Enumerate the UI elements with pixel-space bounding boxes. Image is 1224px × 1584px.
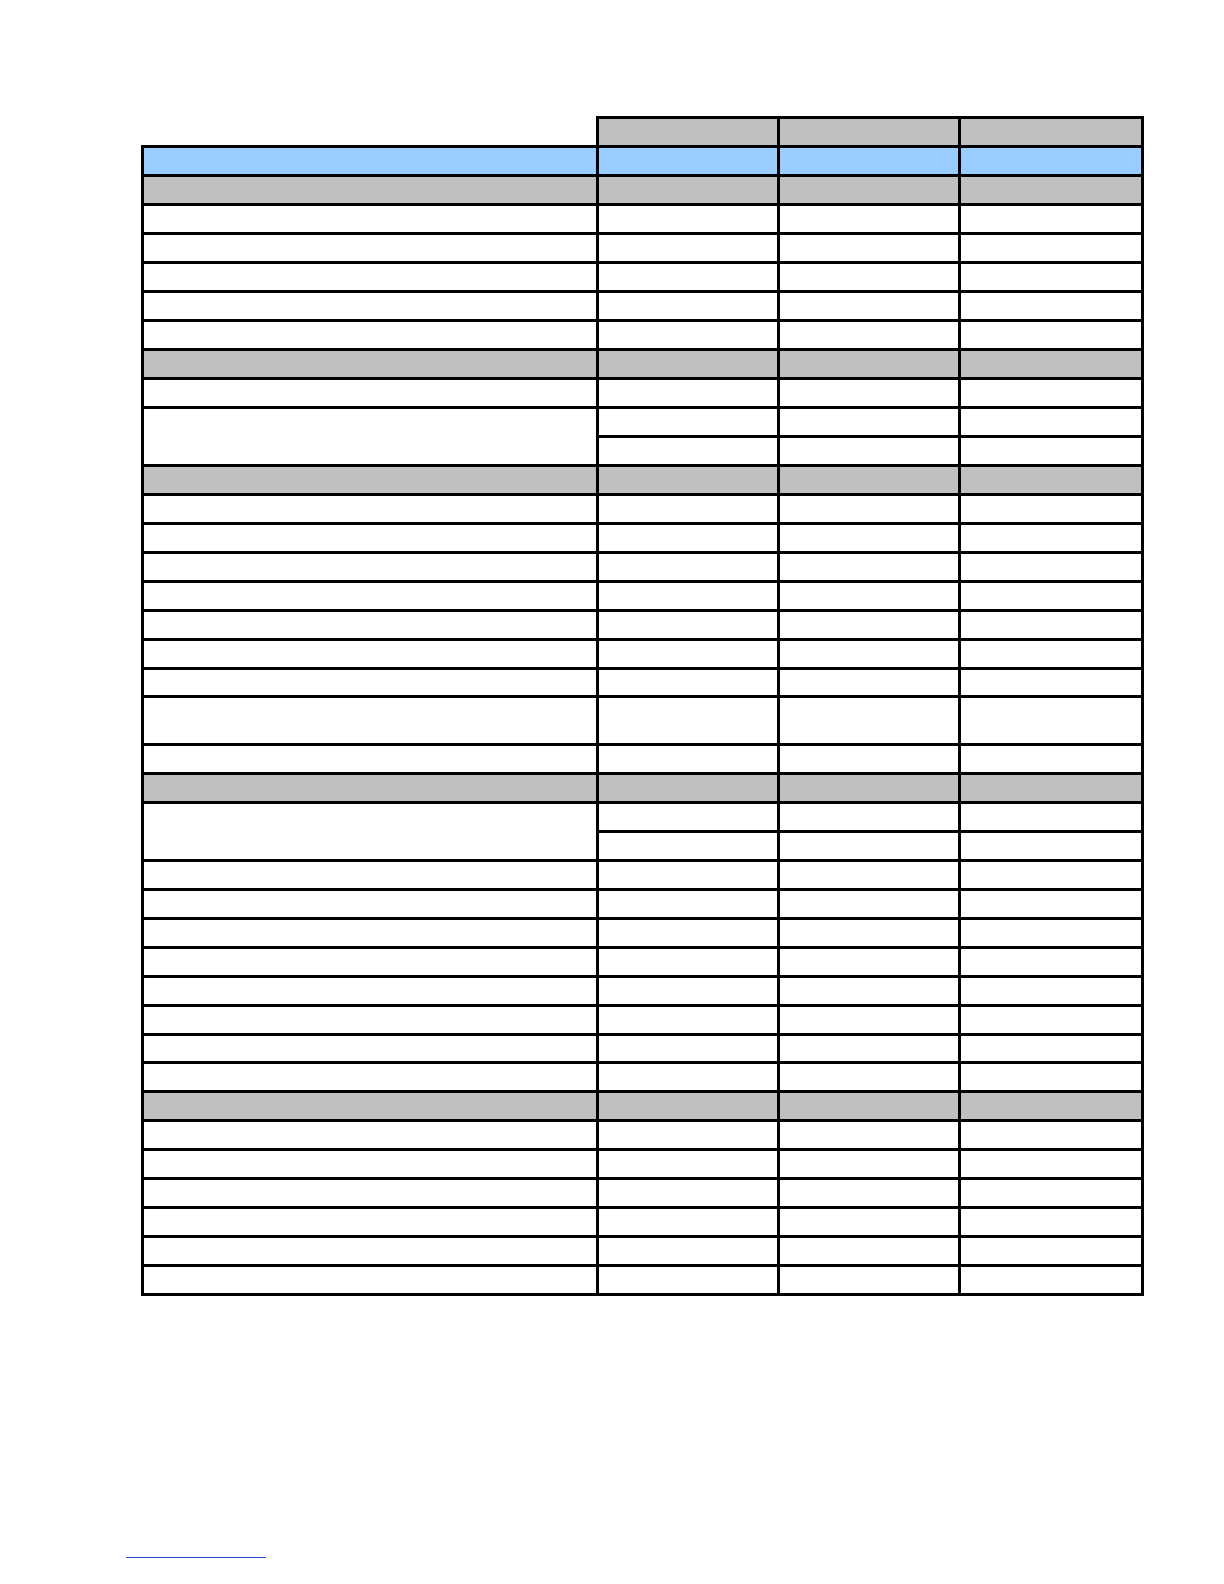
table-cell xyxy=(958,551,1144,583)
row-label xyxy=(141,377,599,409)
table-cell xyxy=(958,290,1144,322)
table-cell xyxy=(777,609,961,641)
table-cell xyxy=(777,319,961,351)
row-label xyxy=(141,638,599,670)
section-label xyxy=(141,174,599,206)
section-label xyxy=(141,464,599,496)
section-cell xyxy=(596,464,780,496)
table-cell xyxy=(596,638,780,670)
row-label xyxy=(141,946,599,978)
table-cell xyxy=(958,667,1144,698)
row-label xyxy=(141,406,599,467)
title-cell xyxy=(958,145,1144,177)
row-label xyxy=(141,1061,599,1093)
row-label xyxy=(141,261,599,293)
table-cell xyxy=(596,406,780,438)
row-label xyxy=(141,888,599,920)
title-cell xyxy=(141,145,599,177)
table-cell xyxy=(777,888,961,920)
table-cell xyxy=(777,232,961,264)
table-cell xyxy=(596,888,780,920)
table-cell xyxy=(958,917,1144,949)
table-cell xyxy=(596,859,780,891)
column-header xyxy=(596,116,780,148)
row-label xyxy=(141,232,599,264)
table-cell xyxy=(958,1264,1144,1296)
title-cell xyxy=(777,145,961,177)
table-cell xyxy=(777,493,961,525)
table-cell xyxy=(596,1033,780,1064)
table-cell xyxy=(596,609,780,641)
table-cell xyxy=(777,830,961,862)
table-cell xyxy=(596,551,780,583)
row-label xyxy=(141,522,599,554)
row-label xyxy=(141,917,599,949)
row-label xyxy=(141,203,599,235)
table-cell xyxy=(596,319,780,351)
table-cell xyxy=(958,1235,1144,1267)
table-cell xyxy=(958,888,1144,920)
table-cell xyxy=(596,946,780,978)
row-label xyxy=(141,290,599,322)
table-cell xyxy=(777,1148,961,1180)
table-cell xyxy=(596,1004,780,1036)
table-cell xyxy=(596,1206,780,1238)
row-label xyxy=(141,319,599,351)
table-cell xyxy=(596,232,780,264)
table-cell xyxy=(958,1177,1144,1209)
table-cell xyxy=(777,406,961,438)
table-cell xyxy=(958,1206,1144,1238)
table-cell xyxy=(777,1119,961,1151)
table-cell xyxy=(958,1148,1144,1180)
table-cell xyxy=(777,261,961,293)
table-cell xyxy=(958,203,1144,235)
section-cell xyxy=(596,1090,780,1122)
footnote-separator xyxy=(126,1557,266,1558)
table-cell xyxy=(596,522,780,554)
row-label xyxy=(141,1235,599,1267)
table-cell xyxy=(596,261,780,293)
section-cell xyxy=(958,1090,1144,1122)
row-label xyxy=(141,1177,599,1209)
table-cell xyxy=(596,743,780,775)
table-cell xyxy=(958,859,1144,891)
row-label xyxy=(141,1264,599,1296)
section-label xyxy=(141,1090,599,1122)
section-cell xyxy=(777,1090,961,1122)
table-cell xyxy=(958,975,1144,1007)
table-cell xyxy=(596,695,780,746)
section-cell xyxy=(958,464,1144,496)
row-label xyxy=(141,743,599,775)
table-cell xyxy=(958,261,1144,293)
table-cell xyxy=(596,801,780,833)
section-cell xyxy=(777,772,961,804)
table-cell xyxy=(958,1119,1144,1151)
table-cell xyxy=(958,1061,1144,1093)
table-cell xyxy=(596,1119,780,1151)
table-cell xyxy=(958,1033,1144,1064)
section-cell xyxy=(777,174,961,206)
row-label xyxy=(141,1206,599,1238)
table-cell xyxy=(958,406,1144,438)
table-cell xyxy=(958,319,1144,351)
table-cell xyxy=(596,203,780,235)
table-cell xyxy=(958,435,1144,467)
table-cell xyxy=(596,580,780,612)
section-cell xyxy=(958,174,1144,206)
table-cell xyxy=(596,1235,780,1267)
table-cell xyxy=(777,638,961,670)
table-cell xyxy=(596,1177,780,1209)
row-label xyxy=(141,493,599,525)
table-cell xyxy=(958,695,1144,746)
section-cell xyxy=(596,348,780,380)
row-label xyxy=(141,1148,599,1180)
table-cell xyxy=(777,743,961,775)
table-cell xyxy=(596,1061,780,1093)
row-label xyxy=(141,667,599,698)
row-label xyxy=(141,1119,599,1151)
table-cell xyxy=(958,946,1144,978)
row-label xyxy=(141,1033,599,1064)
section-cell xyxy=(596,174,780,206)
table-cell xyxy=(777,1033,961,1064)
row-label xyxy=(141,801,599,862)
row-label xyxy=(141,551,599,583)
section-label xyxy=(141,348,599,380)
table-cell xyxy=(777,695,961,746)
table-cell xyxy=(596,493,780,525)
row-label xyxy=(141,695,599,746)
table-cell xyxy=(958,638,1144,670)
title-cell xyxy=(596,145,780,177)
section-cell xyxy=(777,348,961,380)
table-cell xyxy=(777,975,961,1007)
table-cell xyxy=(777,290,961,322)
section-cell xyxy=(596,772,780,804)
table-cell xyxy=(958,609,1144,641)
section-label xyxy=(141,772,599,804)
table-cell xyxy=(777,1061,961,1093)
table-cell xyxy=(777,551,961,583)
table-cell xyxy=(958,377,1144,409)
table-cell xyxy=(596,435,780,467)
table-cell xyxy=(777,801,961,833)
table-cell xyxy=(777,203,961,235)
table-cell xyxy=(777,917,961,949)
table-cell xyxy=(958,801,1144,833)
table-cell xyxy=(958,1004,1144,1036)
table-cell xyxy=(596,1264,780,1296)
table-cell xyxy=(596,1148,780,1180)
table-cell xyxy=(777,946,961,978)
table-cell xyxy=(596,377,780,409)
table-cell xyxy=(777,1177,961,1209)
table-cell xyxy=(777,1004,961,1036)
table-cell xyxy=(777,859,961,891)
column-header xyxy=(777,116,961,148)
table-cell xyxy=(777,1206,961,1238)
table-cell xyxy=(777,377,961,409)
table-cell xyxy=(777,580,961,612)
table-cell xyxy=(596,667,780,698)
table-cell xyxy=(958,580,1144,612)
row-label xyxy=(141,609,599,641)
row-label xyxy=(141,1004,599,1036)
table-cell xyxy=(958,743,1144,775)
table-cell xyxy=(777,1264,961,1296)
table-cell xyxy=(958,493,1144,525)
section-cell xyxy=(958,348,1144,380)
row-label xyxy=(141,580,599,612)
table-cell xyxy=(596,830,780,862)
row-label xyxy=(141,859,599,891)
table-cell xyxy=(958,232,1144,264)
section-cell xyxy=(777,464,961,496)
table-cell xyxy=(777,522,961,554)
table-cell xyxy=(958,522,1144,554)
table-cell xyxy=(596,917,780,949)
column-header xyxy=(958,116,1144,148)
table-cell xyxy=(777,1235,961,1267)
table-cell xyxy=(958,830,1144,862)
table-cell xyxy=(777,435,961,467)
section-cell xyxy=(958,772,1144,804)
table-cell xyxy=(777,667,961,698)
row-label xyxy=(141,975,599,1007)
table-cell xyxy=(596,290,780,322)
table-cell xyxy=(596,975,780,1007)
